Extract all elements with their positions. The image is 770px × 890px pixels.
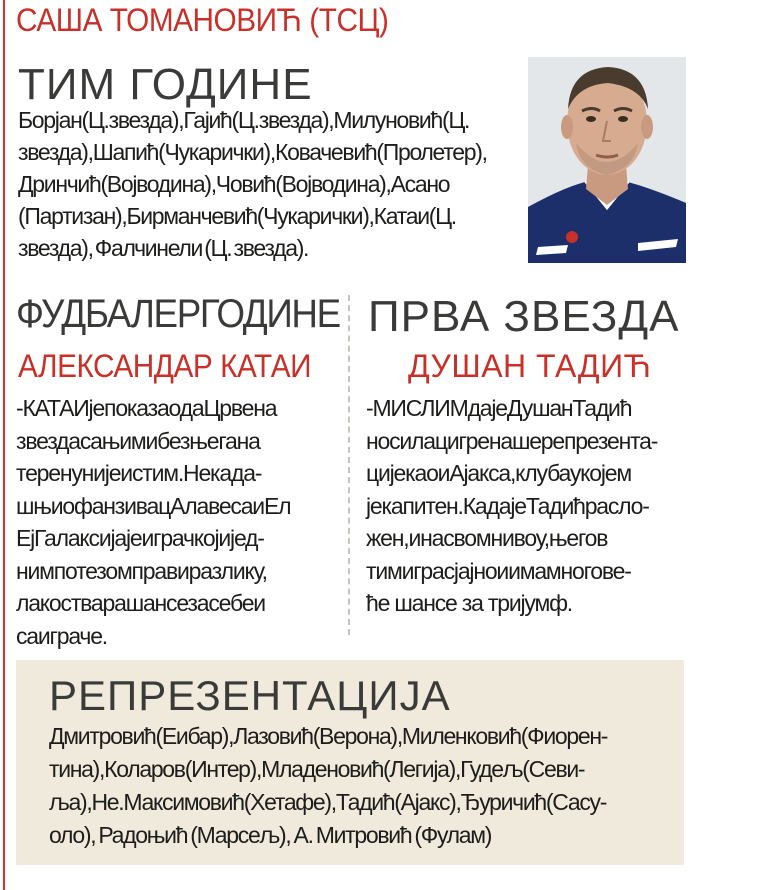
text-line: носилацигренашерепрезента- [366,427,658,454]
national-team-box [16,660,684,865]
player-portrait-icon [528,57,686,263]
national-team-heading: РЕПРЕЗЕНТАЦИЈА [49,672,451,719]
text-line: тимиграсјајноиимамногове- [366,557,631,584]
team-of-year-heading: ТИМ ГОДИНЕ [18,60,313,109]
player-of-year-heading: ФУДБАЛЕРГОДИНЕ [16,292,340,336]
first-star-heading: ПРВА ЗВЕЗДА [368,292,680,341]
text-line: жен,инасвомнивоу,његов [366,525,608,551]
text-line: оло), Радоњић (Марсељ), А. Митровић (Фулам) [49,822,492,848]
text-line: јекапитен.КадајеТадићрасло- [366,492,649,519]
left-accent-rule [3,0,5,890]
text-line: Дмитровић(Еибар),Лазовић(Верона),Миленковић(Фиорен- [49,723,608,749]
player-photo [528,57,686,263]
text-line: (Партизан),Бирманчевић(Чукарички),Катаи(Ц. [18,203,456,229]
text-line: саиграче. [16,622,107,649]
text-line: ће шансе за тријумф. [366,590,572,616]
first-star-name: ДУШАН ТАДИЋ [408,348,652,384]
text-line: лакостварашансезасебеи [16,590,265,616]
text-line: Дринчић(Војводина),Човић(Војводина),Асано [18,171,450,197]
national-team-text [49,720,669,852]
text-line: звезда), Фалчинели (Ц. звезда). [18,235,309,261]
first-star-text [366,392,686,620]
text-line: -КАТАИјепоказаодаЦрвена [16,395,277,421]
text-line: тина),Коларов(Интер),Младеновић(Легија),Гудељ(Севи- [49,756,585,782]
team-of-year-text [18,104,520,264]
player-of-year-name: АЛЕКСАНДАР КАТАИ [18,348,312,384]
text-line: нимпотезомправиразлику, [16,557,267,584]
text-line: шњиофанзивацАлавесаиЕл [16,492,291,519]
text-line: ља),Не.Максимовић(Хетафе),Тадић(Ајакс),Ђуричић(Сасу- [49,789,607,815]
author-byline: САША ТОМАНОВИЋ (ТСЦ) [16,2,389,38]
player-of-year-text [16,392,336,652]
text-line: теренунијеистим.Некада- [16,460,262,486]
column-divider [348,295,350,635]
text-line: Борјан(Ц.звезда),Гајић(Ц.звезда),Милуновић(Ц. [18,107,470,133]
text-line: звезда),Шапић(Чукарички),Ковачевић(Пролетер), [18,139,487,165]
text-line: цијекаоиАјакса,клубаукојем [366,460,631,486]
text-line: ЕјГалаксијајеиграчкојијед- [16,525,264,551]
text-line: звездасањимибезњегана [16,427,260,454]
text-line: -МИСЛИМдајеДушанТадић [366,395,632,421]
